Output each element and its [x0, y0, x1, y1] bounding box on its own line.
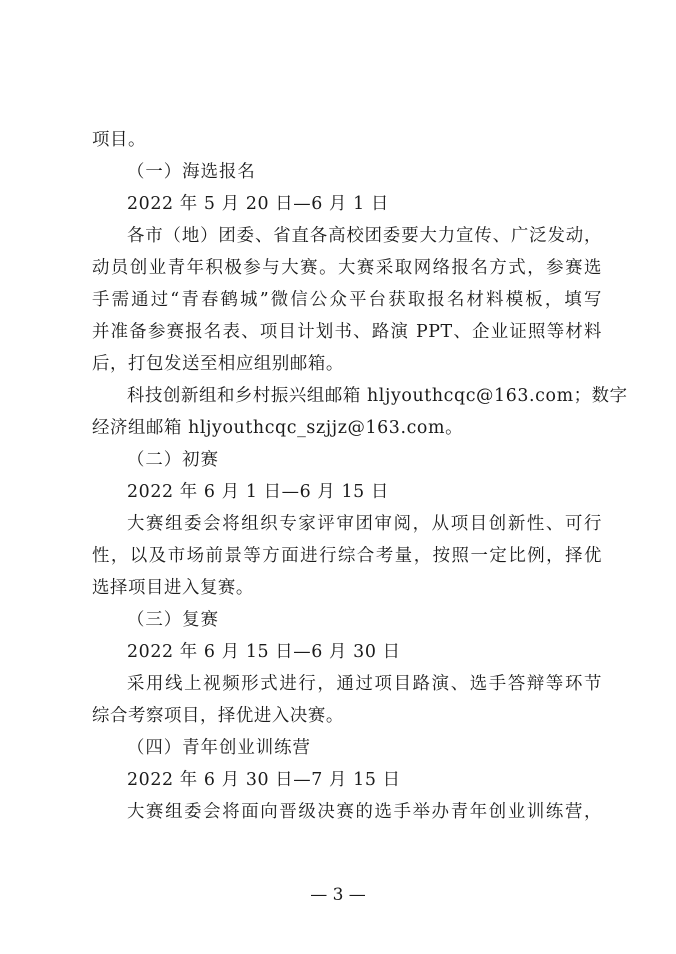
paragraph-line: 大赛组委会将面向晋级决赛的选手举办青年创业训练营， — [127, 802, 602, 822]
date-range-semifinal: 2022 年 6 月 15 日—6 月 30 日 — [127, 642, 401, 662]
date-range-sea-selection: 2022 年 5 月 20 日—6 月 1 日 — [127, 194, 389, 214]
email-line: 经济组邮箱 hljyouthcqc_szjjz@163.com。 — [92, 418, 464, 438]
paragraph-line: 性，以及市场前景等方面进行综合考量，按照一定比例，择优 — [92, 546, 602, 566]
page-number: — 3 — — [310, 885, 366, 905]
section-heading-sea-selection: （一）海选报名 — [127, 162, 256, 182]
paragraph-line: 动员创业青年积极参与大赛。大赛采取网络报名方式，参赛选 — [92, 258, 602, 278]
paragraph-line: 手需通过“青春鹤城”微信公众平台获取报名材料模板，填写 — [92, 290, 602, 310]
date-range-training-camp: 2022 年 6 月 30 日—7 月 15 日 — [127, 770, 401, 790]
section-heading-training-camp: （四）青年创业训练营 — [127, 738, 311, 758]
paragraph-line: 并准备参赛报名表、项目计划书、路演 PPT、企业证照等材料 — [92, 322, 602, 342]
paragraph-line: 采用线上视频形式进行，通过项目路演、选手答辩等环节 — [127, 674, 602, 694]
text-line-continuation: 项目。 — [92, 130, 146, 150]
paragraph-line: 选择项目进入复赛。 — [92, 578, 254, 598]
paragraph-line: 后，打包发送至相应组别邮箱。 — [92, 354, 344, 374]
paragraph-line: 综合考察项目，择优进入决赛。 — [92, 706, 344, 726]
paragraph-line: 大赛组委会将组织专家评审团审阅，从项目创新性、可行 — [127, 514, 602, 534]
paragraph-line: 各市（地）团委、省直各高校团委要大力宣传、广泛发动， — [127, 226, 602, 246]
section-heading-semifinal: （三）复赛 — [127, 610, 219, 630]
email-line: 科技创新组和乡村振兴组邮箱 hljyouthcqc@163.com；数字 — [127, 386, 628, 406]
date-range-preliminary: 2022 年 6 月 1 日—6 月 15 日 — [127, 482, 389, 502]
section-heading-preliminary: （二）初赛 — [127, 450, 219, 470]
